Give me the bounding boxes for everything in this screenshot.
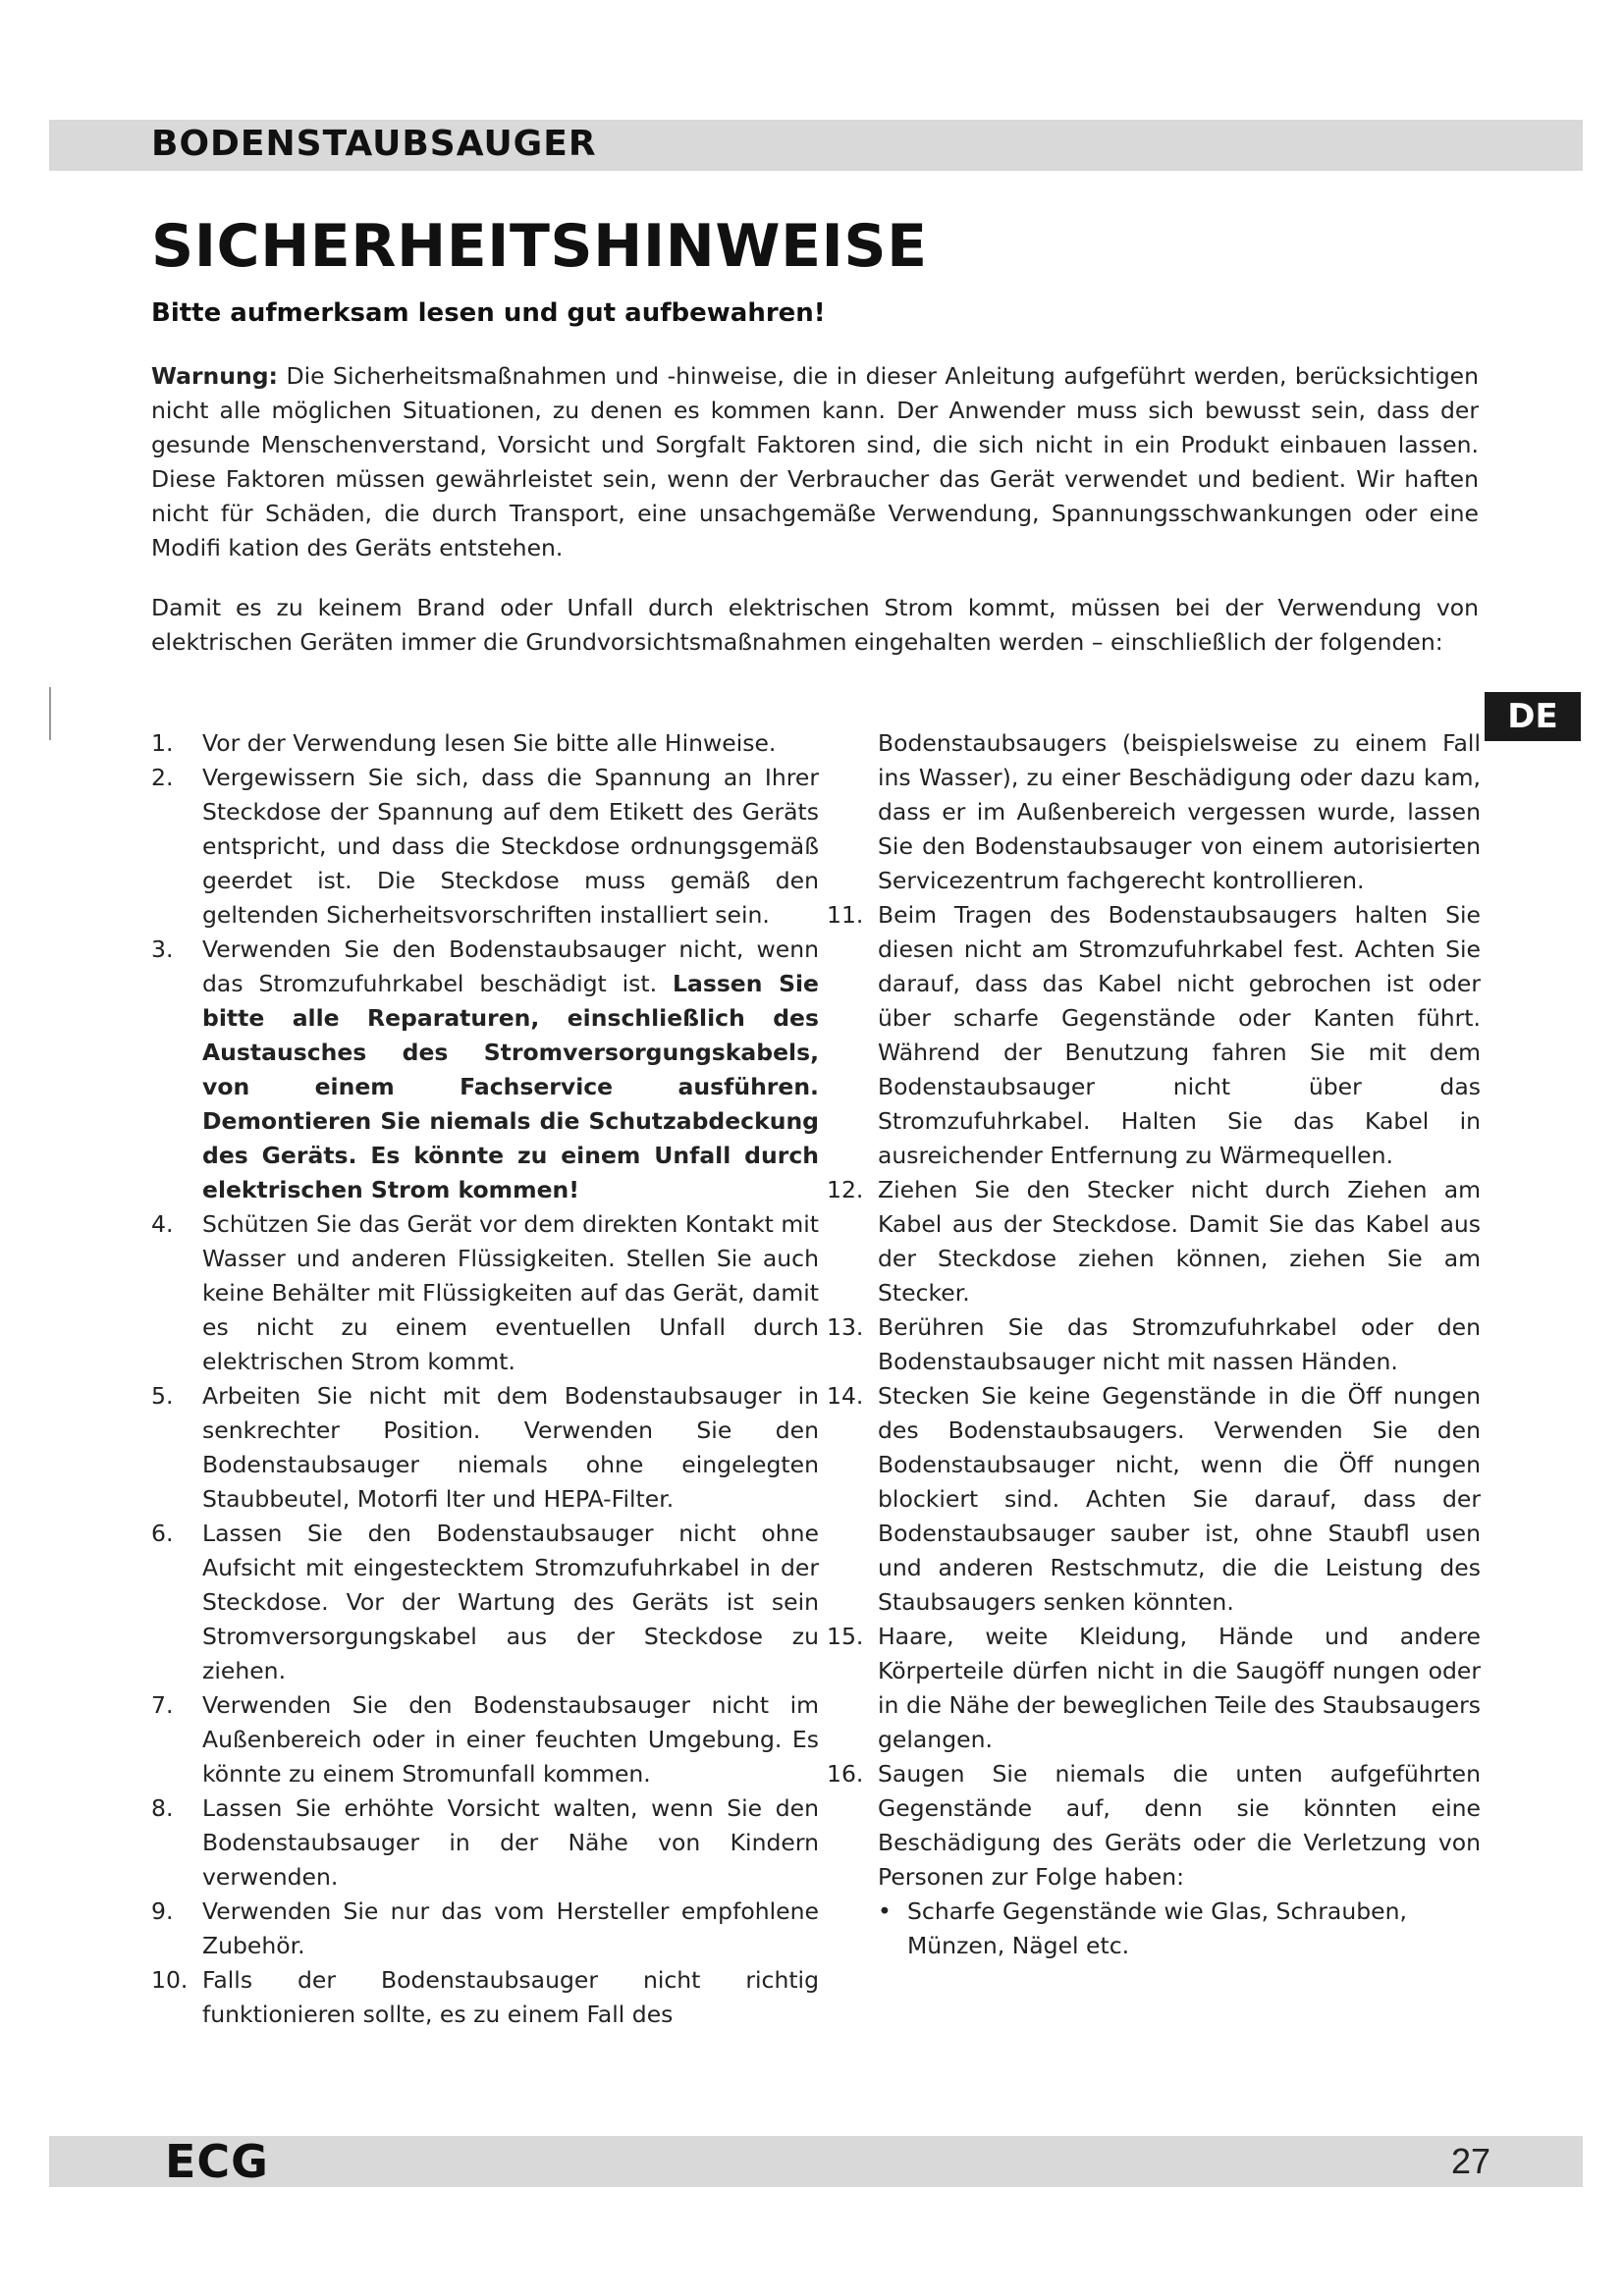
- list-item: [151, 1379, 819, 1517]
- right-column: [827, 726, 1481, 1963]
- item-number: 16.: [827, 1760, 864, 1788]
- list-item: [151, 1895, 819, 1963]
- item-number: 14.: [827, 1382, 864, 1410]
- item-text: Verwenden Sie den Bodenstaubsauger nicht, wenn das Stromzufuhrkabel beschädigt ist.: [202, 935, 819, 997]
- item-text: Berühren Sie das Stromzufuhrkabel oder den Bodenstaubsauger nicht mit nassen Händen.: [878, 1313, 1481, 1375]
- item-text: Schützen Sie das Gerät vor dem direkten Kontakt mit Wasser und anderen Flüssigkeiten. Stellen Sie auch keine Behälter mit Flüssigkeiten auf das Gerät, damit es nicht zu einem eventuellen Unfall durch elektrischen Strom kommt.: [202, 1210, 819, 1375]
- list-item: [827, 1379, 1481, 1620]
- page-title: SICHERHEITSHINWEISE: [151, 212, 928, 281]
- footer-band: [49, 2136, 1583, 2187]
- list-item: [827, 1173, 1481, 1310]
- item-text: Lassen Sie erhöhte Vorsicht walten, wenn Sie den Bodenstaubsauger in der Nähe von Kindern verwenden.: [202, 1794, 819, 1891]
- left-column: [151, 726, 819, 2032]
- item-text: Beim Tragen des Bodenstaubsaugers halten Sie diesen nicht am Stromzufuhrkabel fest. Achten Sie darauf, dass das Kabel nicht gebrochen ist oder über scharfe Gegenstände oder Kanten führt. Während der Benutzung fahren Sie mit dem Bodenstaubsauger nicht über das Stromzufuhrkabel. Halten Sie das Kabel in ausreichender Entfernung zu Wärmequellen.: [878, 901, 1481, 1169]
- warning-label: Warnung:: [151, 362, 278, 390]
- item-number: 3.: [151, 935, 174, 963]
- item-text: Saugen Sie niemals die unten aufgeführten Gegenstände auf, denn sie könnten eine Beschädigung des Geräts oder die Verletzung von Personen zur Folge haben:: [878, 1760, 1481, 1891]
- item-text: Ziehen Sie den Stecker nicht durch Ziehen am Kabel aus der Steckdose. Damit Sie das Kabel aus der Steckdose ziehen können, ziehen Sie am Stecker.: [878, 1176, 1481, 1307]
- item-text: Lassen Sie den Bodenstaubsauger nicht ohne Aufsicht mit eingestecktem Stromzufuhrkabel in der Steckdose. Vor der Wartung des Geräts ist sein Stromversorgungskabel aus der Steckdose zu ziehen.: [202, 1520, 819, 1684]
- bullet-icon: •: [878, 1897, 892, 1925]
- item-number: 4.: [151, 1210, 174, 1238]
- item-text: Vergewissern Sie sich, dass die Spannung an Ihrer Steckdose der Spannung auf dem Etikett des Geräts entspricht, und dass die Steckdose ordnungsgemäß geerdet ist. Die Steckdose muss gemäß den geltenden Sicherheitsvorschriften installiert sein.: [202, 764, 819, 929]
- item-text: Haare, weite Kleidung, Hände und andere Körperteile dürfen nicht in die Saugöff nungen oder in die Nähe der beweglichen Teile des Staubsaugers gelangen.: [878, 1623, 1481, 1753]
- item-number: 13.: [827, 1313, 864, 1341]
- list-item: [827, 1620, 1481, 1757]
- item-number: 10.: [151, 1966, 189, 1994]
- item-number: 11.: [827, 901, 864, 929]
- warning-text: Die Sicherheitsmaßnahmen und -hinweise, die in dieser Anleitung aufgeführt werden, berücksichtigen nicht alle möglichen Situationen, zu denen es kommen kann. Der Anwender muss sich bewusst sein, dass der gesunde Menschenverstand, Vorsicht und Sorgfalt Faktoren sind, die sich nicht in ein Produkt einbauen lassen. Diese Faktoren müssen gewährleistet sein, wenn der Verbraucher das Gerät verwendet und bedient. Wir haften nicht für Schäden, die durch Transport, eine unsachgemäße Verwendung, Spannungsschwankungen oder eine Modifi kation des Geräts entstehen.: [151, 362, 1479, 561]
- item-number: 7.: [151, 1691, 174, 1719]
- item-number: 5.: [151, 1382, 174, 1410]
- item-text: Falls der Bodenstaubsauger nicht richtig funktionieren sollte, es zu einem Fall des: [202, 1966, 819, 2028]
- list-item: [151, 933, 819, 1207]
- list-item: [151, 1207, 819, 1379]
- item-number: 12.: [827, 1176, 864, 1203]
- item-text: Arbeiten Sie nicht mit dem Bodenstaubsauger in senkrechter Position. Verwenden Sie den Bodenstaubsauger niemals ohne eingelegten Staubbeutel, Motorfi lter und HEPA-Filter.: [202, 1382, 819, 1513]
- page-number: 27: [1450, 2141, 1490, 2181]
- warning-paragraph: [151, 359, 1479, 565]
- language-tab: DE: [1485, 692, 1581, 741]
- item-text: Verwenden Sie den Bodenstaubsauger nicht im Außenbereich oder in einer feuchten Umgebung. Es könnte zu einem Stromunfall kommen.: [202, 1691, 819, 1788]
- list-item: [151, 761, 819, 933]
- item-text: Verwenden Sie nur das vom Hersteller empfohlene Zubehör.: [202, 1897, 819, 1959]
- item-number: 1.: [151, 729, 174, 757]
- list-item: [827, 1757, 1481, 1895]
- bullet-item: [827, 1895, 1481, 1963]
- list-item-continuation: Bodenstaubsaugers (beispielsweise zu einem Fall ins Wasser), zu einer Beschädigung oder dazu kam, dass er im Außenbereich vergessen wurde, lassen Sie den Bodenstaubsauger von einem autorisierten Servicezentrum fachgerecht kontrollieren.: [878, 729, 1481, 894]
- item-text: Stecken Sie keine Gegenstände in die Öff nungen des Bodenstaubsaugers. Verwenden Sie den Bodenstaubsauger nicht, wenn die Öff nungen blockiert sind. Achten Sie darauf, dass der Bodenstaubsauger sauber ist, ohne Staubfl usen und anderen Restschmutz, die die Leistung des Staubsaugers senken könnten.: [878, 1382, 1481, 1616]
- list-item: [151, 1963, 819, 2032]
- subtitle: Bitte aufmerksam lesen und gut aufbewahren!: [151, 298, 826, 328]
- header-band: [49, 120, 1583, 171]
- list-item: [827, 898, 1481, 1173]
- list-item: [151, 726, 819, 761]
- bullet-text: Scharfe Gegenstände wie Glas, Schrauben, Münzen, Nägel etc.: [907, 1897, 1407, 1959]
- margin-mark: [49, 687, 51, 740]
- item-number: 9.: [151, 1897, 174, 1925]
- list-item: [827, 1310, 1481, 1379]
- brand-logo: ECG: [165, 2135, 269, 2188]
- item-bold-text: Lassen Sie bitte alle Reparaturen, einschließlich des Austausches des Stromversorgungskabels, von einem Fachservice ausführen. Demontieren Sie niemals die Schutzabdeckung des Geräts. Es könnte zu einem Unfall durch elektrischen Strom kommen!: [202, 970, 819, 1203]
- intro-paragraph: Damit es zu keinem Brand oder Unfall durch elektrischen Strom kommt, müssen bei der Verwendung von elektrischen Geräten immer die Grundvorsichtsmaßnahmen eingehalten werden – einschließlich der folgenden:: [151, 594, 1479, 656]
- list-item: [151, 1517, 819, 1688]
- item-number: 8.: [151, 1794, 174, 1822]
- item-number: 15.: [827, 1623, 864, 1650]
- item-text: Vor der Verwendung lesen Sie bitte alle Hinweise.: [202, 729, 777, 757]
- list-item: [151, 1791, 819, 1895]
- list-item: [151, 1688, 819, 1791]
- section-title: BODENSTAUBSAUGER: [151, 124, 597, 164]
- item-number: 6.: [151, 1520, 174, 1547]
- item-number: 2.: [151, 764, 174, 791]
